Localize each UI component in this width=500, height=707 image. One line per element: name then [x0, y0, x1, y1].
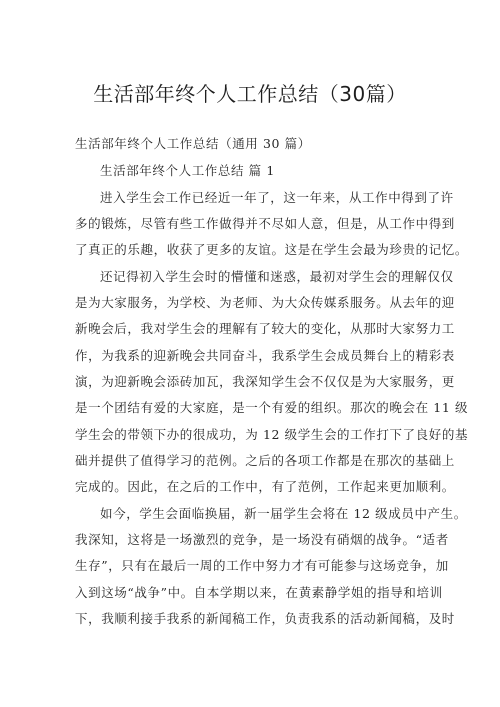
- paragraph-line: 进入学生会工作已经近一年了，这一年来，从工作中得到了许: [100, 190, 454, 205]
- paragraph-line: 下，我顺利接手我系的新闻稿工作，负责我系的活动新闻稿，及时: [75, 611, 455, 626]
- paragraph-line: 演，为迎新晚会添砖加瓦，我深知学生会不仅仅是为大家服务，更: [75, 374, 455, 389]
- paragraph-line: 作，为我系的迎新晚会共同奋斗，我系学生会成员舞台上的精彩表: [75, 348, 455, 363]
- paragraph-line: 完成的。因此，在之后的工作中，有了范例，工作起来更加顺利。: [75, 479, 455, 494]
- paragraph-line: 是一个团结有爱的大家庭，是一个有爱的组织。那次的晚会在 11 级: [75, 400, 469, 415]
- paragraph-line: 我深知，这将是一场激烈的竞争，是一场没有硝烟的战争。“适者: [75, 532, 449, 547]
- paragraph-line: 还记得初入学生会时的懵懂和迷惑，最初对学生会的理解仅仅: [100, 269, 454, 284]
- paragraph-line: 多的锻炼，尽管有些工作做得并不尽如人意，但是，从工作中得到: [75, 216, 455, 231]
- paragraph-line: 新晚会后，我对学生会的理解有了较大的变化，从那时大家努力工: [75, 321, 455, 336]
- paragraph-line: 入到这场“战争”中。自本学期以来，在黄素静学姐的指导和培训: [75, 585, 443, 600]
- document-title: 生活部年终个人工作总结（30篇）: [93, 82, 407, 106]
- document-subtitle: 生活部年终个人工作总结（通用 30 篇）: [75, 136, 311, 151]
- paragraph-line: 础并提供了值得学习的范例。之后的各项工作都是在那次的基础上: [75, 453, 455, 468]
- paragraph-line: 生存”，只有在最后一周的工作中努力才有可能参与这场竞争，加: [75, 558, 449, 573]
- paragraph-line: 如今，学生会面临换届，新一届学生会将在 12 级成员中产生。: [100, 506, 467, 521]
- section-heading: 生活部年终个人工作总结 篇 1: [100, 163, 275, 178]
- paragraph-line: 了真正的乐趣，收获了更多的友谊。这是在学生会最为珍贵的记忆。: [75, 242, 469, 257]
- paragraph-line: 是为大家服务，为学校、为老师、为大众传媒系服务。从去年的迎: [75, 295, 455, 310]
- paragraph-line: 学生会的带领下办的很成功，为 12 级学生会的工作打下了良好的基: [75, 427, 469, 442]
